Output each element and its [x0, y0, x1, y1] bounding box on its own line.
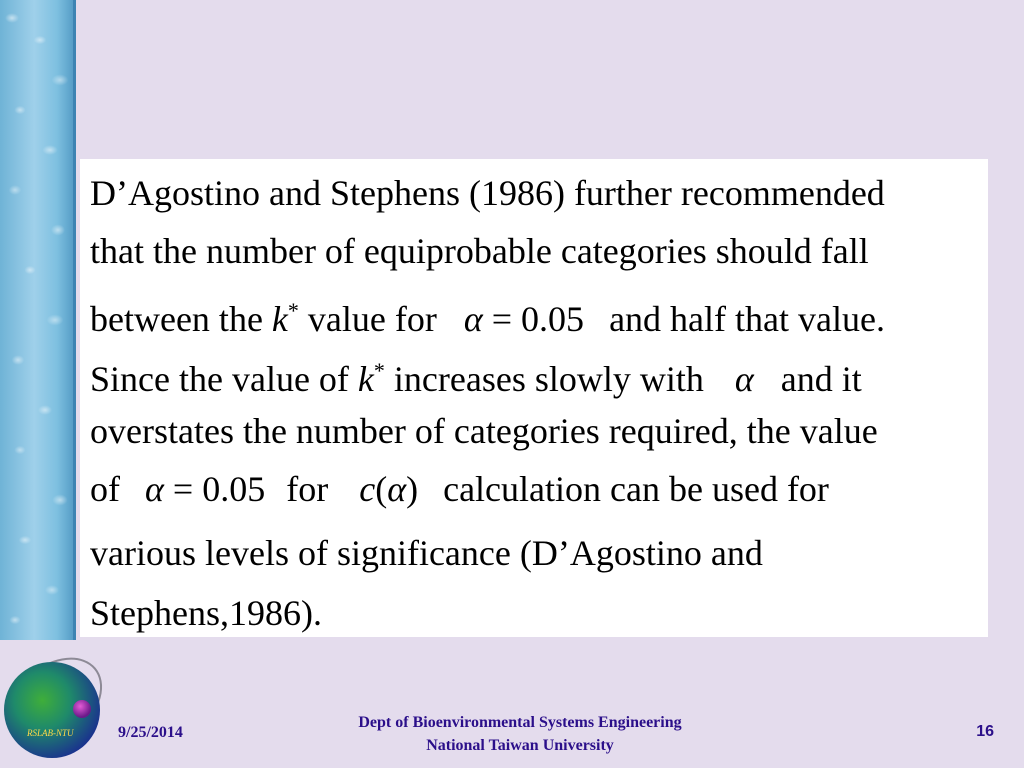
k-symbol: k [271, 299, 288, 339]
superscript-star: * [373, 358, 385, 383]
paren-close: ) [406, 469, 419, 509]
logo-text: RSLAB-NTU [27, 728, 74, 738]
text-segment: and it [771, 359, 862, 399]
text-segment: of [90, 469, 129, 509]
c-symbol: c [359, 469, 376, 509]
text-line-6 [90, 467, 829, 511]
text-segment: increases slowly with [384, 359, 713, 399]
alpha-symbol: α [145, 469, 164, 509]
k-symbol: k [357, 359, 374, 399]
text-segment: overstates the number of categories required, the value [90, 411, 878, 451]
text-line-2 [90, 229, 869, 273]
text-segment: Stephens,1986). [90, 593, 322, 633]
superscript-star: * [287, 298, 299, 323]
paren-open: ( [375, 469, 388, 509]
math-alpha-equals [145, 469, 265, 509]
text-line-7 [90, 531, 763, 575]
slide-text-panel [80, 159, 988, 637]
alpha-symbol: α [387, 469, 407, 509]
footer-department [290, 711, 750, 757]
math-value: = 0.05 [163, 469, 266, 509]
text-line-8 [90, 591, 322, 635]
text-segment: various levels of significance (D’Agostino and [90, 533, 763, 573]
footer-dept-line-2: National Taiwan University [426, 737, 614, 754]
text-line-5 [90, 409, 878, 453]
text-segment: Since the value of [90, 359, 358, 399]
text-segment: for [277, 469, 338, 509]
text-line-1 [90, 171, 885, 215]
math-value: = 0.05 [482, 299, 585, 339]
alpha-symbol: α [463, 299, 483, 339]
text-segment: that the number of equiprobable categories should fall [90, 231, 869, 271]
text-line-3 [90, 289, 885, 341]
text-segment: value for [298, 299, 446, 339]
alpha-symbol: α [734, 359, 754, 399]
logo-graphic [0, 636, 110, 768]
page-number: 16 [976, 723, 994, 740]
footer-date: 9/25/2014 [118, 724, 183, 741]
text-segment: calculation can be used for [434, 469, 829, 509]
text-segment: and half that value. [600, 299, 885, 339]
math-alpha-equals [464, 299, 584, 339]
footer-dept-line-1: Dept of Bioenvironmental Systems Engineering [358, 714, 682, 731]
text-line-4 [90, 349, 862, 401]
text-segment: D’Agostino and Stephens (1986) further recommended [90, 173, 885, 213]
rslab-logo [0, 636, 110, 768]
math-c-alpha [359, 469, 418, 509]
decorative-water-strip [0, 0, 76, 640]
text-segment: between the [90, 299, 272, 339]
